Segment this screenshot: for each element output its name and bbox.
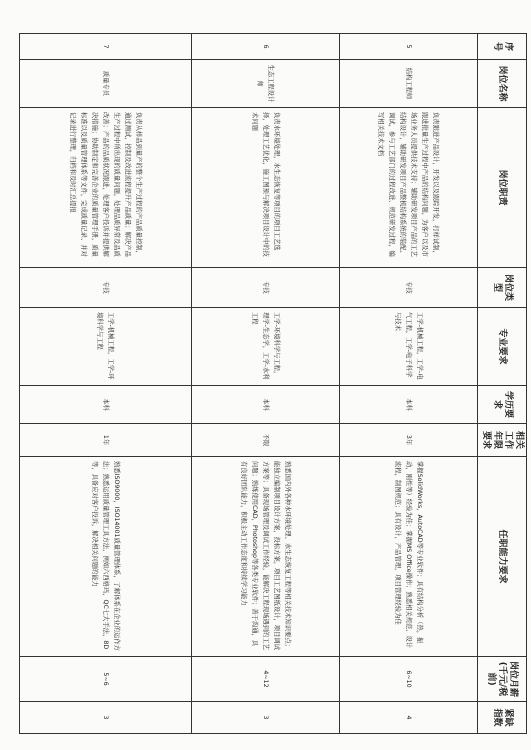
header-urgency: 紧缺指数: [478, 702, 527, 734]
cell-major: 工学-环境科学与工程，理学-生态学，工学-水利工程: [192, 308, 340, 386]
cell-seq: 7: [20, 34, 192, 60]
cell-category: 专技: [20, 268, 192, 308]
header-seq: 序号: [478, 34, 527, 60]
cell-urgency: 4: [340, 702, 478, 734]
cell-salary: 6~10: [340, 657, 478, 702]
header-category: 岗位类型: [478, 268, 527, 308]
cell-category: 专技: [192, 268, 340, 308]
cell-education: 本科: [20, 386, 192, 424]
header-row: [478, 34, 527, 734]
header-experience: 相关工作年限要求: [478, 424, 527, 457]
cell-experience: 不限: [192, 424, 340, 457]
header-duties: 岗位职责: [478, 108, 527, 268]
job-table: [19, 33, 527, 734]
table-row: [192, 34, 340, 734]
header-name: 岗位名称: [478, 60, 527, 108]
cell-major: 工学-机械工程，工学-电气工程，工学-电子科学与技术: [340, 308, 478, 386]
cell-seq: 6: [192, 34, 340, 60]
cell-ability: 熟悉ISO9000，ISO14001质量管理体系，了解体系在企业的运作方法；熟悉运用质量管理工具方法，例如六西格玛，QC七大手法，8D等，具备应对客户投诉，解决相关问题的能力: [20, 457, 192, 657]
cell-urgency: 3: [20, 702, 192, 734]
cell-name: 结构工程师: [340, 60, 478, 108]
cell-seq: 5: [340, 34, 478, 60]
header-salary: 岗位月薪(千元/税前): [478, 657, 527, 702]
cell-education: 本科: [340, 386, 478, 424]
cell-ability: 掌握SolidWorks，AutoCAD等专业软件；具有结构分析（热，振动，刚性等）经验为佳；掌握MS Office操作；熟悉相关规范、设计流程，制图规范；具有设计，产品管理，项目管理经验为佳: [340, 457, 478, 657]
header-major: 专业要求: [478, 308, 527, 386]
cell-duties: 负责跟进产品设计，开发以及跟踪开发，打样试制，跟进批量生产过程中产品的结构问题，为客户以及市场业务人员提供技术支持；辅助研发项目产品的工艺结构设计，辅助研发项目产品整机结构系统的装配、调试，参与工艺部门的过程改进、规范研发过程，编写相关技术文档: [340, 108, 478, 268]
cell-name: 质量专员: [20, 60, 192, 108]
cell-name: 生态工程设计师: [192, 60, 340, 108]
header-education: 学历要求: [478, 386, 527, 424]
cell-major: 工学-机械工程，工学-环境科学与工程: [20, 308, 192, 386]
cell-duties: 负责水环境处理，水生态恢复等项目的项目工艺选择，处理工艺优化，施工图预与解决项目设计中的技术问题: [192, 108, 340, 268]
cell-education: 本科: [192, 386, 340, 424]
cell-ability: 熟悉国内外各种水环境处理、水生态恢复工程等相关技术知识要点；能独立编制项目设计方案，投标方案，项目工艺图纸设计，项目调试方案等；具备现场管理及调试工作经验，能解决工程现场遇到的工艺问题；熟练使用CAD，Photoshop等各类专业软件；善于沟通，具有良好团队能力，积极主动工作态度和持续学习能力: [192, 457, 340, 657]
rotated-table-wrapper: [29, 33, 527, 733]
cell-salary: 5~6: [20, 657, 192, 702]
header-ability: 任职能力要求: [478, 457, 527, 657]
cell-experience: 3年: [340, 424, 478, 457]
table-row: [20, 34, 192, 734]
cell-salary: 4~12: [192, 657, 340, 702]
cell-category: 专技: [340, 268, 478, 308]
table-row: [340, 34, 478, 734]
cell-experience: 1年: [20, 424, 192, 457]
cell-urgency: 3: [192, 702, 340, 734]
cell-duties: 负责从样品到量产的整个生产过程的产品质量控制，通过测试，控制及改进流程提升产品质量；解决产品生产过程中所出现的质量问题，处理品质异常及品质改善；产品的品质状况跟进，处理客户投诉并提供解决措施；协助制定和完善企业的质量管理手册，质量标准以及质量管理体系等文件，完成质量记录、并对记录进行整理，归档和及时汇总提报: [20, 108, 192, 268]
